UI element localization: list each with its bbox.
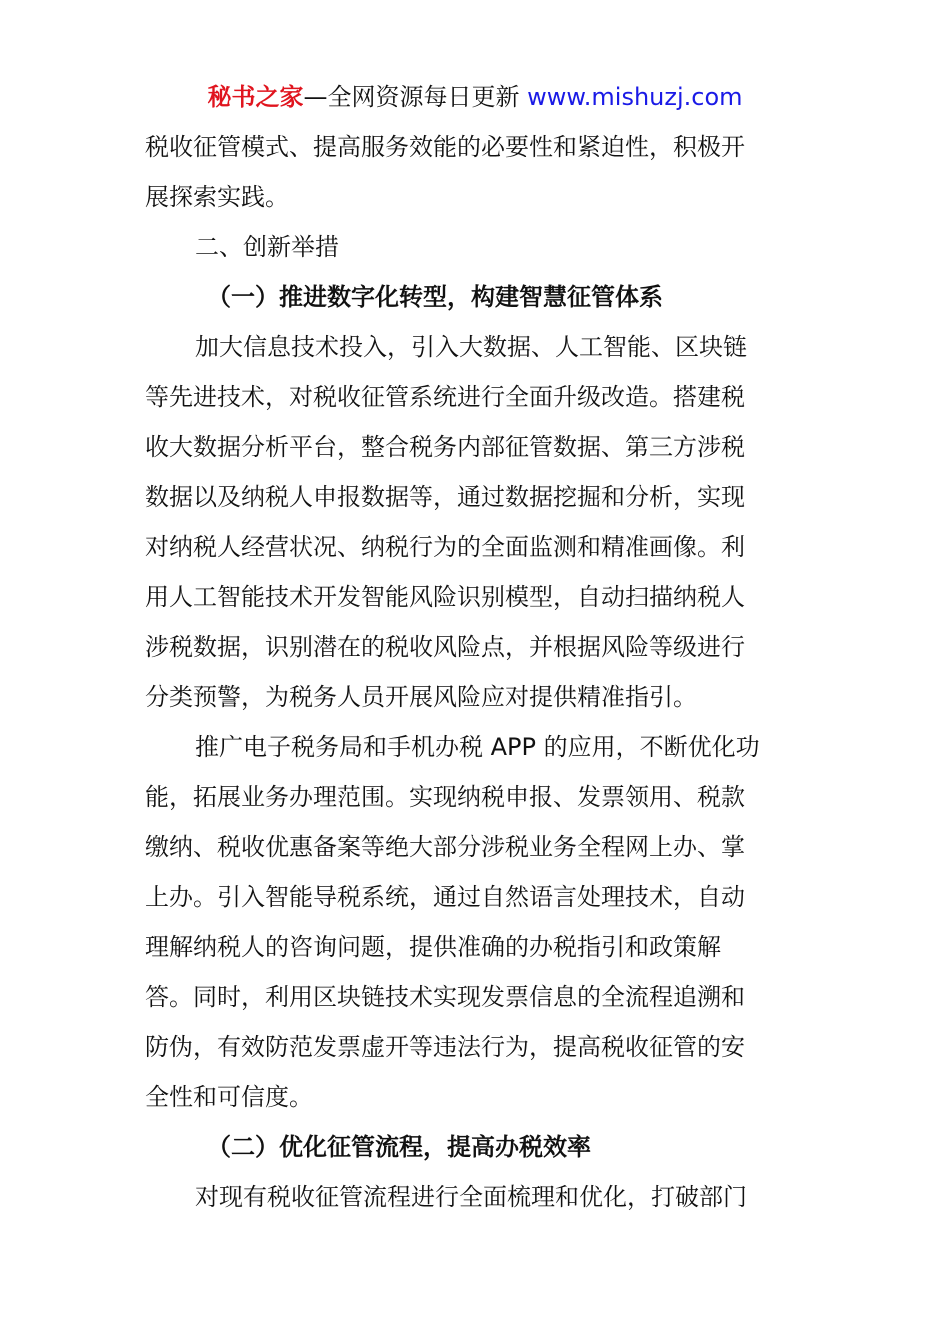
paragraph-line: 加大信息技术投入，引入大数据、人工智能、区块链: [195, 333, 747, 361]
paragraph-line: 上办。引入智能导税系统，通过自然语言处理技术，自动: [145, 883, 745, 911]
paragraph-line: 用人工智能技术开发智能风险识别模型，自动扫描纳税人: [145, 583, 745, 611]
section-heading: 二、创新举措: [195, 233, 339, 261]
paragraph-line: 缴纳、税收优惠备案等绝大部分涉税业务全程网上办、掌: [145, 833, 745, 861]
subsection-heading-1: （一）推进数字化转型，构建智慧征管体系: [207, 283, 663, 311]
paragraph-line: 防伪，有效防范发票虚开等违法行为，提高税收征管的安: [145, 1033, 745, 1061]
site-url-link[interactable]: www.mishuzj.com: [527, 83, 743, 111]
text-line: 展探索实践。: [145, 183, 289, 211]
paragraph-line: 理解纳税人的咨询问题，提供准确的办税指引和政策解: [145, 933, 721, 961]
paragraph-line: 能，拓展业务办理范围。实现纳税申报、发票领用、税款: [145, 783, 745, 811]
paragraph-line: 数据以及纳税人申报数据等，通过数据挖掘和分析，实现: [145, 483, 745, 511]
site-tagline: —全网资源每日更新: [303, 83, 520, 111]
paragraph-line: 分类预警，为税务人员开展风险应对提供精准指引。: [145, 683, 697, 711]
paragraph-line: 答。同时，利用区块链技术实现发票信息的全流程追溯和: [145, 983, 745, 1011]
paragraph-line: 对纳税人经营状况、纳税行为的全面监测和精准画像。利: [145, 533, 745, 561]
paragraph-line: 收大数据分析平台，整合税务内部征管数据、第三方涉税: [145, 433, 745, 461]
subsection-heading-2: （二）优化征管流程，提高办税效率: [207, 1133, 591, 1161]
site-header: [0, 80, 950, 114]
paragraph-line: 对现有税收征管流程进行全面梳理和优化，打破部门: [195, 1183, 747, 1211]
paragraph-line: 等先进技术，对税收征管系统进行全面升级改造。搭建税: [145, 383, 745, 411]
paragraph-line: 推广电子税务局和手机办税 APP 的应用，不断优化功: [195, 733, 760, 761]
paragraph-line: 涉税数据，识别潜在的税收风险点，并根据风险等级进行: [145, 633, 745, 661]
paragraph-line: 全性和可信度。: [145, 1083, 313, 1111]
site-brand: 秘书之家: [207, 83, 304, 111]
text-line: 税收征管模式、提高服务效能的必要性和紧迫性，积极开: [145, 133, 745, 161]
document-body: [145, 122, 790, 1222]
